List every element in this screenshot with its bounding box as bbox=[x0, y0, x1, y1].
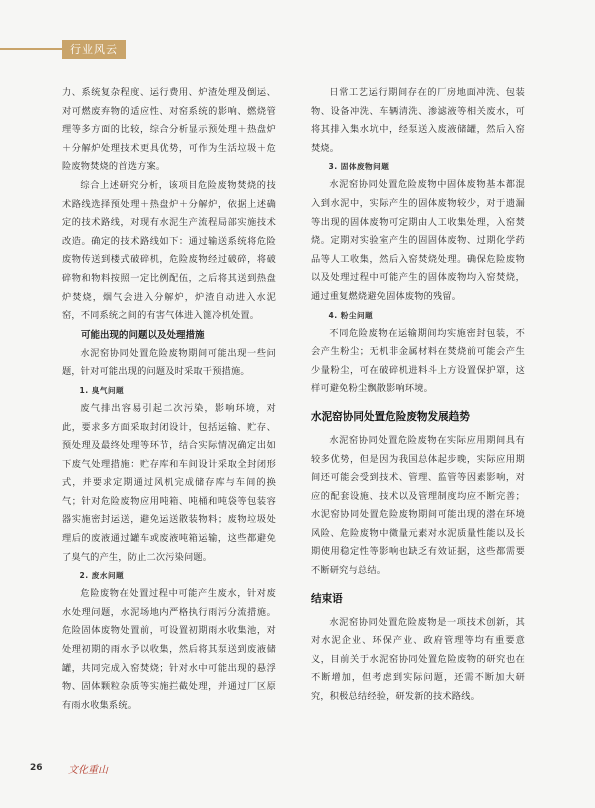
section-tag: 行业风云 bbox=[62, 40, 126, 59]
minor-heading-wastewater: 2. 废水问题 bbox=[79, 571, 125, 581]
left-column bbox=[62, 84, 276, 715]
minor-heading-solid-waste: 3. 固体废物问题 bbox=[328, 162, 390, 172]
minor-heading-odor: 1. 臭气问题 bbox=[79, 385, 125, 395]
header-rule bbox=[0, 48, 62, 50]
paragraph: 日常工艺运行期间存在的厂房地面冲洗、包装物、设备冲洗、车辆清洗、渗滤液等相关废水，可将其排入集水坑中，经泵送入废液储罐，然后入窑焚烧。 bbox=[311, 87, 525, 154]
paragraph: 力、系统复杂程度、运行费用、炉渣处理及倒运、对可燃废弃物的适应性、对窑系统的影响、燃烧管理等多方面的比较，综合分析显示预处理＋热盘炉＋分解炉处理技术更具优势，可作为生活垃圾＋危险废物焚烧的首选方案。 bbox=[62, 87, 276, 173]
right-column bbox=[311, 84, 525, 707]
page-number: 26 bbox=[30, 763, 43, 773]
paragraph: 水泥窑协同处置危险废物中固体废物基本都混入到水泥中，实际产生的固体废物较少，对于遗漏等出现的固体废物可定期由人工收集处理，入窑焚烧。定期对实验室产生的固固体废物、过期化学药品等人工收集，然后入窑焚烧处理。确保危险废物以及处理过程中可能产生的固体废物均入窑焚烧，通过重复燃烧避免固体废物的残留。 bbox=[311, 179, 525, 302]
section-heading-conclusion: 结束语 bbox=[311, 592, 343, 605]
minor-heading-dust: 4. 粉尘问题 bbox=[328, 310, 374, 320]
subheading-problems: 可能出现的问题以及处理措施 bbox=[81, 329, 205, 341]
paragraph: 危险废物在处置过程中可能产生废水，针对废水处理问题，水泥场地内严格执行雨污分流措施。危险固体废物处置前，可设置初期雨水收集池，对处理初期的雨水予以收集，然后将其泵送到废液储罐，共同完成入窑焚烧；针对水中可能出现的悬浮物、固体颗粒杂质等实施拦截处理，并通过厂区原有雨水收集系统。 bbox=[62, 588, 276, 711]
paragraph: 综合上述研究分析，该项目危险废物焚烧的技术路线选择预处理＋热盘炉＋分解炉，依据上述确定的技术路线，对现有水泥生产流程局部实施技术改造。确定的技术路线如下：通过输送系统将危险废物传送到楼式破碎机，危险废物经过破碎，将破碎物和物料按照一定比例配伍，之后将其送到热盘炉焚烧，烟气会进入分解炉，炉渣自动进入水泥窑，不同系统之间的有害气体进入篦冷机处置。 bbox=[62, 179, 276, 322]
paragraph: 水泥窑协同处置危险废物期间可能出现一些问题，针对可能出现的问题及时采取干预措施。 bbox=[62, 347, 276, 378]
paragraph: 水泥窑协同处置危险废物在实际应用期间具有较多优势，但是因为我国总体起步晚，实际应用期间还可能会受到技术、管理、监管等因素影响，对应的配套设施、技术以及管理制度均应不断完善；水泥窑协同处置危险废物期间可能出现的潜在环境风险、危险废物中微量元素对水泥质量性能以及长期使用稳定性等影响也缺乏有效证据，这些都需要不断研究与总结。 bbox=[311, 434, 525, 577]
paragraph: 水泥窑协同处置危险废物是一项技术创新，其对水泥企业、环保产业、政府管理等均有重要意义，目前关于水泥窑协同处置危险废物的研究也在不断增加，但考虑到实际问题，还需不断加大研究，积极总结经验，研发新的技术路线。 bbox=[311, 616, 525, 703]
paragraph: 废气排出容易引起二次污染，影响环境，对此，要求多方面采取封闭设计，包括运输、贮存、预处理及最终处理等环节，结合实际情况确定出如下废气处理措施：贮存库和车间设计采取全封闭形式，并要求定期通过风机完成储存库与车间的换气；针对危险废物应用吨箱、吨桶和吨袋等包装容器实施密封运送，避免运送散装物料；废物垃圾处理后的废液通过罐车或废液吨箱运输，这些都避免了臭气的产生，防止二次污染问题。 bbox=[62, 402, 276, 563]
section-heading-trend: 水泥窑协同处置危险废物发展趋势 bbox=[311, 410, 470, 423]
paragraph: 不同危险废物在运输期间均实施密封包装，不会产生粉尘；无机非金属材料在焚烧前可能会产生少量粉尘，可在破碎机进料斗上方设置保护罩，这样可避免粉尘飘散影响环境。 bbox=[311, 327, 525, 395]
magazine-logo: 文化重山 bbox=[68, 765, 108, 776]
